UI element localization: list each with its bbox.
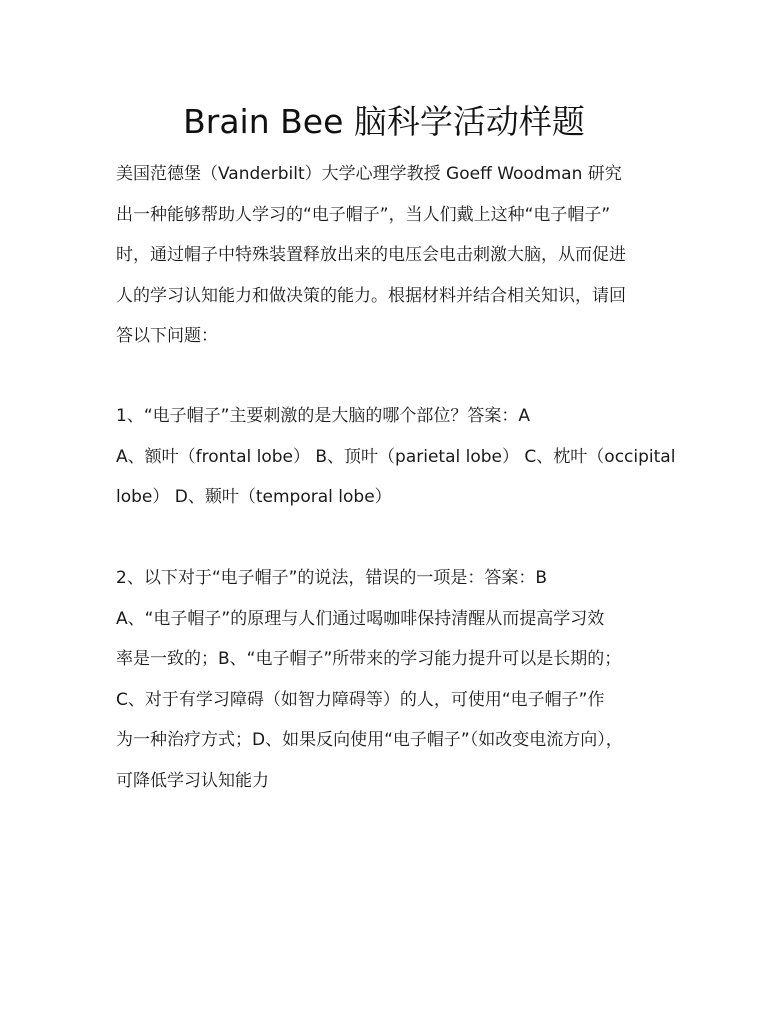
question-1-options-line: lobe） D、颞叶（temporal lobe） [116, 487, 392, 507]
question-2-stem: 2、以下对于“电子帽子”的说法，错误的一项是：答案：B [116, 568, 548, 588]
question-1 [116, 396, 676, 518]
intro-line: 出一种能够帮助人学习的“电子帽子”，当人们戴上这种“电子帽子” [116, 204, 611, 225]
question-2-options-line: 可降低学习认知能力 [116, 770, 269, 791]
question-2 [116, 558, 656, 801]
question-1-options-line: A、额叶（frontal lobe） B、顶叶（parietal lobe） C、枕叶（occipital [116, 446, 676, 467]
intro-line: 美国范德堡（Vanderbilt）大学心理学教授 Goeff Woodman 研究 [116, 164, 622, 184]
intro-line: 答以下问题： [116, 326, 218, 346]
intro-paragraph [116, 154, 656, 357]
intro-line: 时，通过帽子中特殊装置释放出来的电压会电击刺激大脑，从而促进 [116, 245, 626, 265]
question-2-options-line: C、对于有学习障碍（如智力障碍等）的人，可使用“电子帽子”作 [116, 689, 605, 710]
intro-line: 人的学习认知能力和做决策的能力。根据材料并结合相关知识，请回 [116, 285, 626, 306]
page-title: Brain Bee 脑科学活动样题 [183, 102, 585, 141]
question-2-options-line: A、“电子帽子”的原理与人们通过喝咖啡保持清醒从而提高学习效 [116, 608, 605, 629]
question-2-options-line: 为一种治疗方式；D、如果反向使用“电子帽子”（如改变电流方向）， [116, 730, 623, 750]
question-1-stem: 1、“电子帽子”主要刺激的是大脑的哪个部位？答案：A [116, 406, 531, 426]
question-2-options-line: 率是一致的；B、“电子帽子”所带来的学习能力提升可以是长期的； [116, 649, 622, 669]
